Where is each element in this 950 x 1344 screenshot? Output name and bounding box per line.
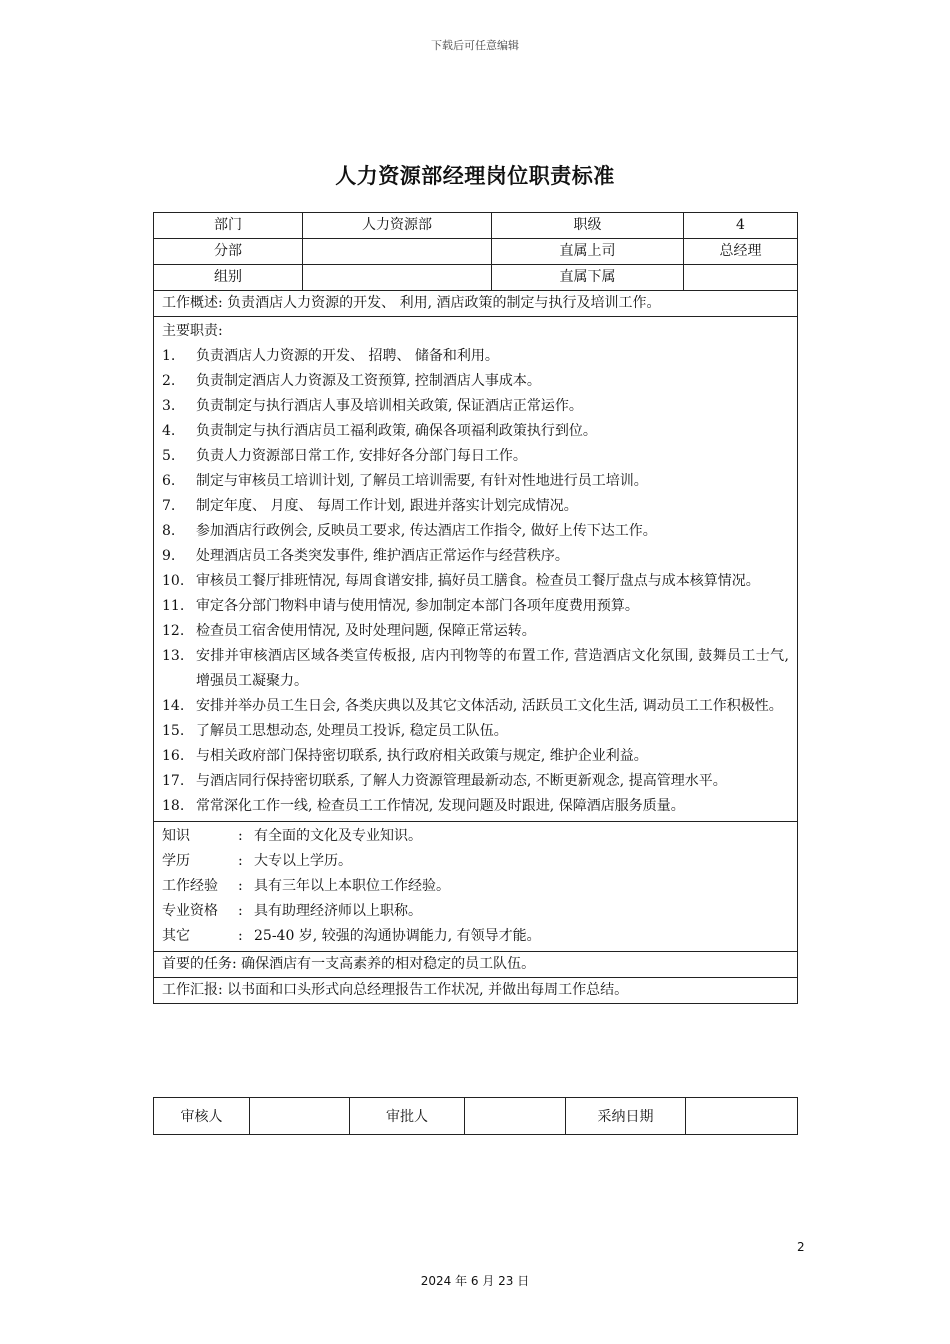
duty-item	[162, 594, 789, 619]
requirement-label: 工作经验	[162, 878, 218, 894]
requirement-row	[162, 849, 789, 874]
duty-item	[162, 644, 789, 694]
rank-label: 职级	[492, 213, 684, 239]
duty-number: 5.	[162, 448, 176, 464]
duty-number: 10.	[162, 573, 185, 589]
duty-text: 负责制定与执行酒店人事及培训相关政策, 保证酒店正常运作。	[196, 398, 583, 414]
duties-title: 主要职责:	[162, 323, 223, 339]
info-row-branch	[154, 239, 798, 265]
duty-number: 17.	[162, 773, 185, 789]
dept-value: 人力资源部	[303, 213, 492, 239]
rank-value: 4	[684, 213, 798, 239]
approver-value	[465, 1098, 566, 1135]
group-value	[303, 265, 492, 291]
reviewer-label: 审核人	[154, 1098, 250, 1135]
duty-text: 检查员工宿舍使用情况, 及时处理问题, 保障正常运转。	[196, 623, 536, 639]
duty-item	[162, 519, 789, 544]
info-row-dept	[154, 213, 798, 239]
duty-number: 4.	[162, 423, 176, 439]
duty-item	[162, 394, 789, 419]
duty-number: 15.	[162, 723, 185, 739]
requirement-row	[162, 824, 789, 849]
requirement-row	[162, 874, 789, 899]
requirement-row	[162, 899, 789, 924]
overview: 工作概述: 负责酒店人力资源的开发、 利用, 酒店政策的制定与执行及培训工作。	[154, 291, 798, 317]
branch-label: 分部	[154, 239, 303, 265]
duty-text: 与酒店同行保持密切联系, 了解人力资源管理最新动态, 不断更新观念, 提高管理水平。	[196, 773, 727, 789]
duty-text: 与相关政府部门保持密切联系, 执行政府相关政策与规定, 维护企业利益。	[196, 748, 648, 764]
dept-label: 部门	[154, 213, 303, 239]
duty-item	[162, 344, 789, 369]
requirement-label: 其它	[162, 928, 190, 944]
superior-label: 直属上司	[492, 239, 684, 265]
duty-item	[162, 494, 789, 519]
duty-text: 负责酒店人力资源的开发、 招聘、 储备和利用。	[196, 348, 499, 364]
page-number: 2	[797, 1240, 805, 1254]
requirement-value: 具有三年以上本职位工作经验。	[254, 878, 450, 894]
requirement-colon: :	[238, 853, 243, 869]
adopt-date-value	[686, 1098, 798, 1135]
duty-number: 12.	[162, 623, 185, 639]
requirement-label: 学历	[162, 853, 190, 869]
duty-text: 参加酒店行政例会, 反映员工要求, 传达酒店工作指令, 做好上传下达工作。	[196, 523, 657, 539]
duty-item	[162, 369, 789, 394]
duty-item	[162, 694, 789, 719]
duty-number: 6.	[162, 473, 176, 489]
duty-text: 负责制定酒店人力资源及工资预算, 控制酒店人事成本。	[196, 373, 541, 389]
adopt-date-label: 采纳日期	[566, 1098, 686, 1135]
duty-item	[162, 719, 789, 744]
duty-item	[162, 419, 789, 444]
requirement-colon: :	[238, 878, 243, 894]
work-report: 工作汇报: 以书面和口头形式向总经理报告工作状况, 并做出每周工作总结。	[154, 978, 798, 1004]
duty-number: 11.	[162, 598, 185, 614]
requirements-list	[162, 824, 789, 949]
footer-date: 2024 年 6 月 23 日	[420, 1274, 530, 1288]
duty-number: 1.	[162, 348, 176, 364]
duty-item	[162, 744, 789, 769]
duty-text: 安排并举办员工生日会, 各类庆典以及其它文体活动, 活跃员工文化生活, 调动员工工作积极性。	[196, 698, 783, 714]
duty-number: 16.	[162, 748, 185, 764]
duties-section	[154, 317, 798, 822]
duty-item	[162, 469, 789, 494]
duty-item	[162, 444, 789, 469]
duty-item	[162, 544, 789, 569]
primary-task: 首要的任务: 确保酒店有一支高素养的相对稳定的员工队伍。	[154, 952, 798, 978]
requirement-colon: :	[238, 903, 243, 919]
duty-text: 了解员工思想动态, 处理员工投诉, 稳定员工队伍。	[196, 723, 508, 739]
subordinate-value	[684, 265, 798, 291]
approver-label: 审批人	[350, 1098, 465, 1135]
duties-list	[162, 344, 789, 819]
requirement-label: 知识	[162, 828, 190, 844]
requirement-colon: :	[238, 828, 243, 844]
header-note: 下载后可任意编辑	[431, 39, 519, 52]
info-row-group	[154, 265, 798, 291]
requirement-value: 具有助理经济师以上职称。	[254, 903, 422, 919]
requirement-value: 大专以上学历。	[254, 853, 352, 869]
superior-value: 总经理	[684, 239, 798, 265]
job-description-table	[153, 212, 798, 1004]
duty-item	[162, 769, 789, 794]
duty-number: 9.	[162, 548, 176, 564]
duty-number: 8.	[162, 523, 176, 539]
duty-text: 负责人力资源部日常工作, 安排好各分部门每日工作。	[196, 448, 527, 464]
duty-text: 负责制定与执行酒店员工福利政策, 确保各项福利政策执行到位。	[196, 423, 597, 439]
document-title: 人力资源部经理岗位职责标准	[335, 164, 615, 188]
requirement-colon: :	[238, 928, 243, 944]
duty-number: 3.	[162, 398, 176, 414]
duty-text: 制定年度、 月度、 每周工作计划, 跟进并落实计划完成情况。	[196, 498, 578, 514]
duty-number: 14.	[162, 698, 185, 714]
duty-item	[162, 569, 789, 594]
duty-item	[162, 794, 789, 819]
duty-number: 18.	[162, 798, 185, 814]
requirement-value: 25-40 岁, 较强的沟通协调能力, 有领导才能。	[254, 928, 541, 944]
duty-item	[162, 619, 789, 644]
duty-number: 7.	[162, 498, 176, 514]
duty-number: 13.	[162, 648, 185, 664]
duty-text: 审核员工餐厅排班情况, 每周食谱安排, 搞好员工膳食。检查员工餐厅盘点与成本核算情况。	[196, 573, 760, 589]
duty-text: 处理酒店员工各类突发事件, 维护酒店正常运作与经营秩序。	[196, 548, 569, 564]
duty-text: 常常深化工作一线, 检查员工工作情况, 发现问题及时跟进, 保障酒店服务质量。	[196, 798, 685, 814]
subordinate-label: 直属下属	[492, 265, 684, 291]
branch-value	[303, 239, 492, 265]
reviewer-value	[250, 1098, 350, 1135]
requirement-row	[162, 924, 789, 949]
duty-text: 制定与审核员工培训计划, 了解员工培训需要, 有针对性地进行员工培训。	[196, 473, 648, 489]
requirement-label: 专业资格	[162, 903, 218, 919]
duty-text: 安排并审核酒店区域各类宣传板报, 店内刊物等的布置工作, 营造酒店文化氛围, 鼓舞员工士气, 增强员工凝聚力。	[196, 648, 789, 689]
signoff-table	[153, 1097, 798, 1135]
group-label: 组别	[154, 265, 303, 291]
duty-text: 审定各分部门物料申请与使用情况, 参加制定本部门各项年度费用预算。	[196, 598, 639, 614]
duty-number: 2.	[162, 373, 176, 389]
requirement-value: 有全面的文化及专业知识。	[254, 828, 422, 844]
requirements-section	[154, 822, 798, 952]
